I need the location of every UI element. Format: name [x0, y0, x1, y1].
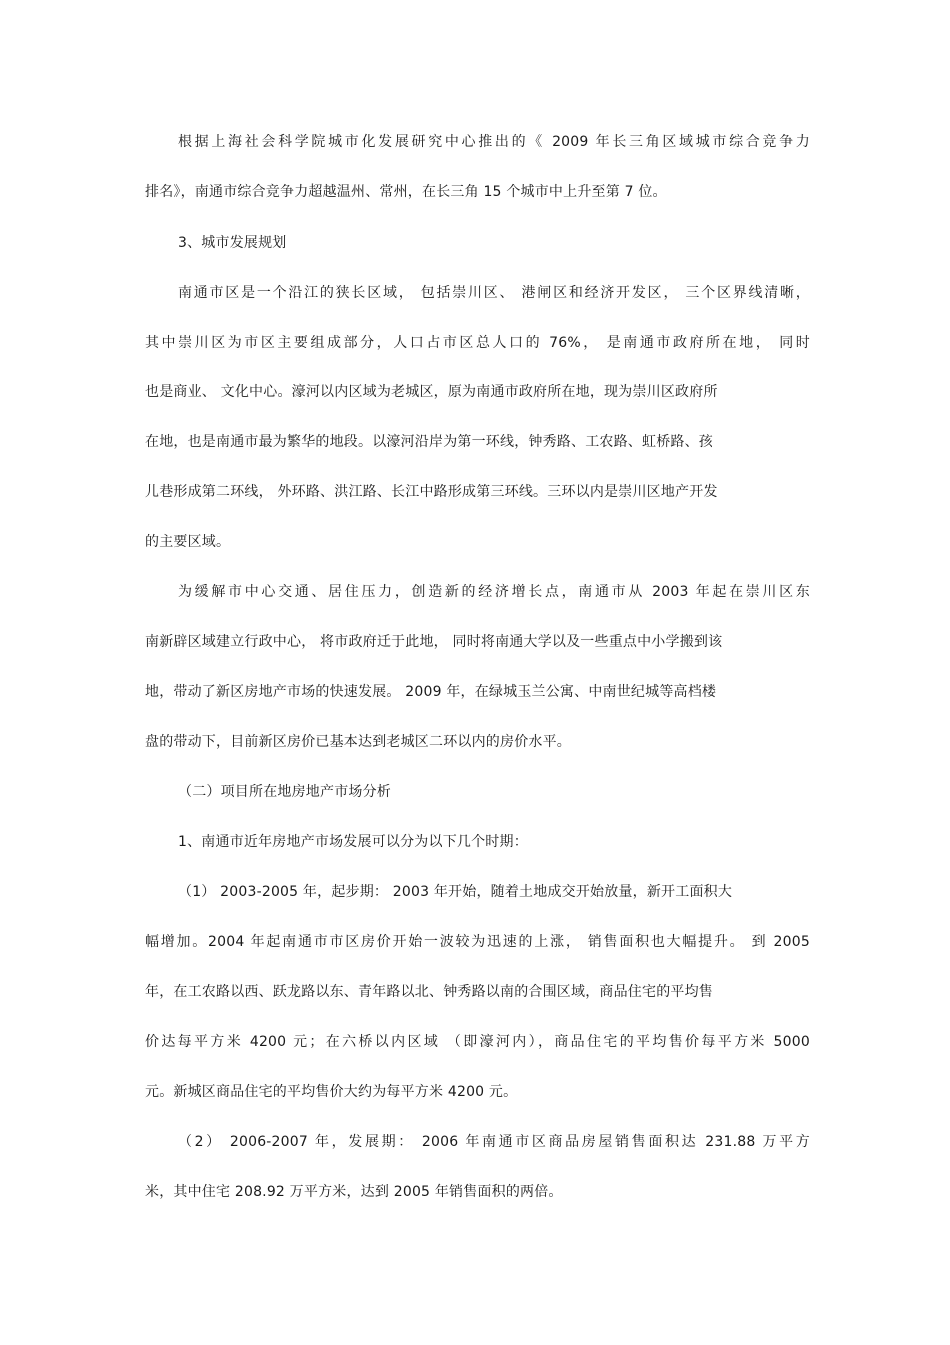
- text-line: 南新辟区域建立行政中心， 将市政府迁于此地， 同时将南通大学以及一些重点中小学搬到该: [145, 634, 723, 650]
- text-line: 儿巷形成第二环线， 外环路、洪江路、长江中路形成第三环线。三环以内是崇川区地产开发: [145, 484, 718, 500]
- text-line: （1） 2003-2005 年，起步期： 2003 年开始，随着土地成交开始放量，新开工面积大: [178, 884, 733, 900]
- text-line: 南通市区是一个沿江的狭长区域， 包括崇川区、 港闸区和经济开发区， 三个区界线清晰，: [178, 285, 810, 301]
- text-line: 排名》，南通市综合竞争力超越温州、常州，在长三角 15 个城市中上升至第 7 位。: [145, 184, 667, 200]
- text-line: 地，带动了新区房地产市场的快速发展。 2009 年，在绿城玉兰公寓、中南世纪城等高档楼: [145, 684, 717, 700]
- text-line: 为缓解市中心交通、居住压力，创造新的经济增长点，南通市从 2003 年起在崇川区东: [178, 584, 810, 600]
- text-line: （2） 2006-2007 年，发展期： 2006 年南通市区商品房屋销售面积达 231.88 万平方: [178, 1134, 810, 1150]
- text-line: 在地，也是南通市最为繁华的地段。以濠河沿岸为第一环线，钟秀路、工农路、虹桥路、孩: [145, 434, 713, 450]
- text-line: 的主要区域。: [145, 534, 231, 550]
- text-line: 幅增加。2004 年起南通市市区房价开始一波较为迅速的上涨， 销售面积也大幅提升。 到 2005: [145, 934, 810, 950]
- text-line: 根据上海社会科学院城市化发展研究中心推出的《 2009 年长三角区域城市综合竞争力: [178, 134, 810, 150]
- text-line: 其中崇川区为市区主要组成部分，人口占市区总人口的 76%， 是南通市政府所在地， 同时: [145, 335, 810, 351]
- text-line: 盘的带动下，目前新区房价已基本达到老城区二环以内的房价水平。: [145, 734, 571, 750]
- text-line: 价达每平方米 4200 元；在六桥以内区域 （即濠河内），商品住宅的平均售价每平方米 5000: [145, 1034, 810, 1050]
- text-line: 也是商业、 文化中心。濠河以内区域为老城区，原为南通市政府所在地，现为崇川区政府所: [145, 384, 718, 400]
- text-line: 元。新城区商品住宅的平均售价大约为每平方米 4200 元。: [145, 1084, 518, 1100]
- text-line: 米，其中住宅 208.92 万平方米，达到 2005 年销售面积的两倍。: [145, 1184, 563, 1200]
- text-line: 1、南通市近年房地产市场发展可以分为以下几个时期：: [178, 834, 528, 850]
- text-line: 年，在工农路以西、跃龙路以东、青年路以北、钟秀路以南的合围区域，商品住宅的平均售: [145, 984, 713, 1000]
- section-heading: （二）项目所在地房地产市场分析: [178, 784, 391, 800]
- section-heading: 3、城市发展规划: [178, 235, 287, 251]
